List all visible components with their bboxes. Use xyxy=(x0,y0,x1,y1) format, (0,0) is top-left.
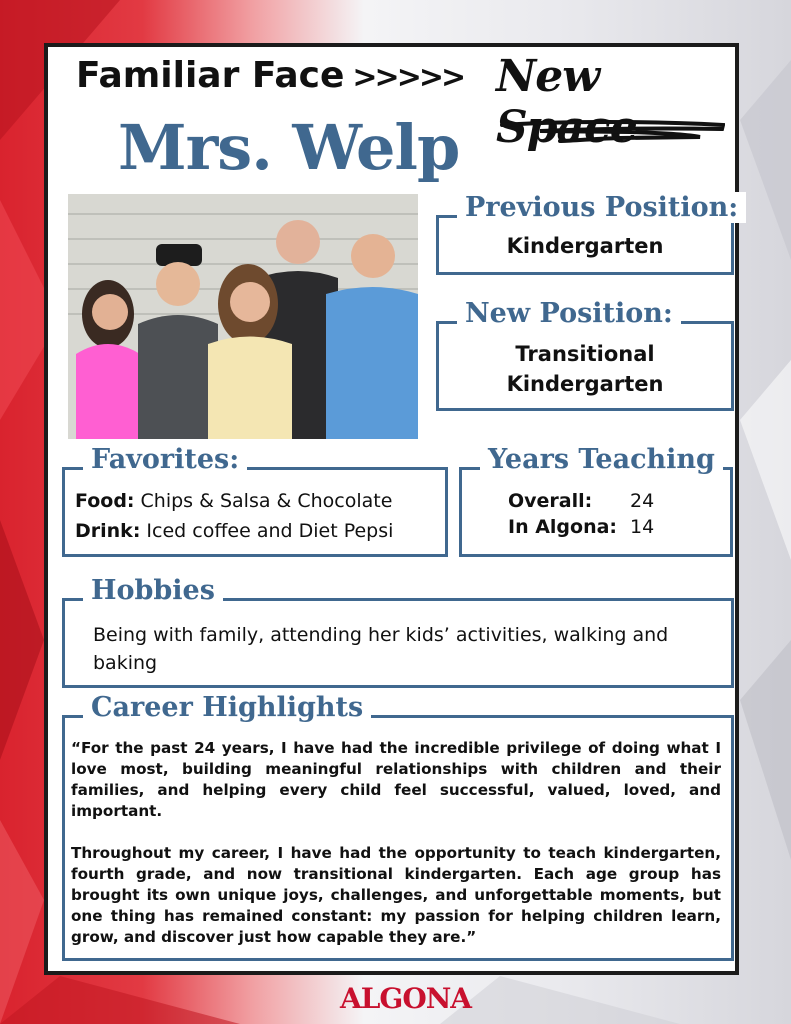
algona-logo-text: ALGONA xyxy=(340,982,472,1015)
profile-card xyxy=(44,43,739,975)
food-value: Chips & Salsa & Chocolate xyxy=(140,490,393,512)
teacher-name: Mrs. Welp xyxy=(118,111,460,184)
new-space-title: New Space xyxy=(496,51,637,153)
career-highlights-label: Career Highlights xyxy=(83,692,371,723)
overall-row xyxy=(508,490,654,512)
hobbies-text: Being with family, attending her kids’ activities, walking and baking xyxy=(93,624,669,674)
career-highlights-box xyxy=(62,692,734,961)
food-label: Food: xyxy=(75,490,135,512)
algona-row xyxy=(508,516,654,538)
drink-label: Drink: xyxy=(75,520,141,542)
favorites-box xyxy=(62,444,448,557)
new-position-label: New Position: xyxy=(457,298,681,329)
career-highlights-text xyxy=(71,738,721,969)
family-photo xyxy=(68,194,418,439)
favorite-drink-row xyxy=(75,520,393,542)
previous-position-value: Kindergarten xyxy=(506,234,664,258)
algona-logo xyxy=(340,982,471,1015)
chevrons-icon: >>>>> xyxy=(352,60,464,95)
previous-position-box xyxy=(436,192,739,275)
previous-position-label: Previous Position: xyxy=(457,192,746,223)
overall-value: 24 xyxy=(630,490,655,512)
favorites-label: Favorites: xyxy=(83,444,247,475)
favorite-food-row xyxy=(75,490,392,512)
new-position-value-line2: Kindergarten xyxy=(506,372,664,396)
overall-label: Overall: xyxy=(508,490,593,512)
algona-label: In Algona: xyxy=(508,516,618,538)
hobbies-label: Hobbies xyxy=(83,575,223,606)
years-teaching-box xyxy=(459,444,733,557)
brush-stroke-icon xyxy=(500,119,725,145)
career-paragraph-2: Throughout my career, I have had the opportunity to teach kindergarten, fourth grade, and now transitional kindergarten. Each age group has brought its own unique joys, challenges, and unforgettable moments, but one thing has remained constant: my passion for helping children learn, grow, and discover just how capable they are.” xyxy=(71,844,721,946)
header-title xyxy=(76,55,463,96)
drink-value: Iced coffee and Diet Pepsi xyxy=(146,520,394,542)
new-position-box xyxy=(436,298,734,411)
algona-value: 14 xyxy=(630,516,655,538)
years-teaching-label: Years Teaching xyxy=(480,444,723,475)
career-paragraph-1: “For the past 24 years, I have had the incredible privilege of doing what I love most, building meaningful relationships with children and their families, and helping every child feel successful, valued, loved, and important. xyxy=(71,739,721,820)
new-position-value-line1: Transitional xyxy=(515,342,655,366)
hobbies-box xyxy=(62,575,734,688)
familiar-face-text: Familiar Face xyxy=(76,55,345,96)
